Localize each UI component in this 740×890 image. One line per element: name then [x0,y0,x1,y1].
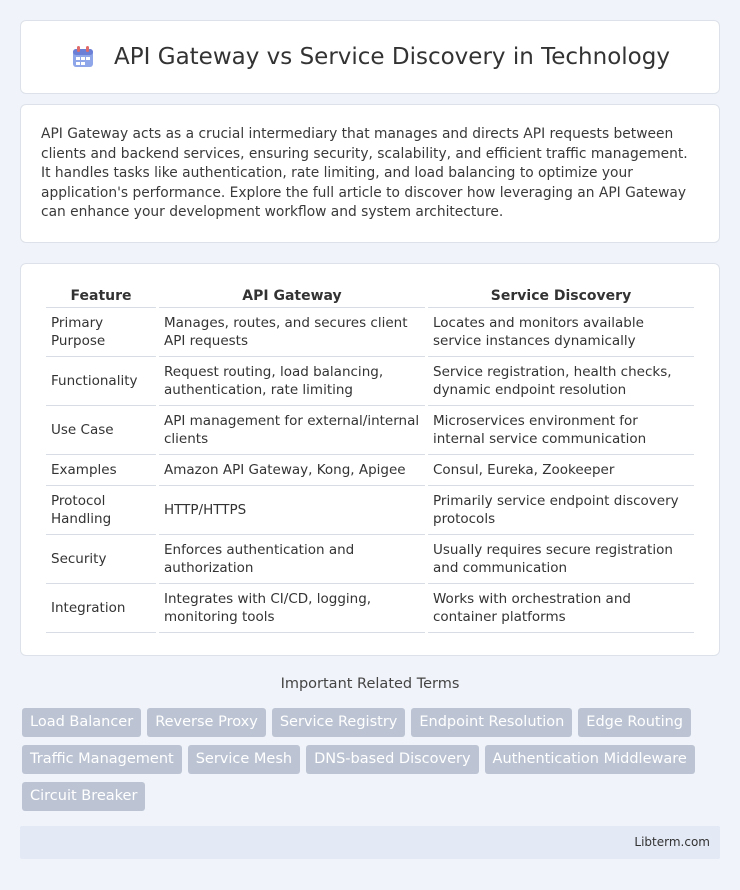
tag-reverse-proxy[interactable]: Reverse Proxy [147,708,266,737]
table-cell-service-discovery: Microservices environment for internal service communication [428,406,694,455]
page-title: API Gateway vs Service Discovery in Technology [114,44,670,70]
related-terms-title: Important Related Terms [280,676,460,692]
table-cell-feature: Examples [46,455,156,486]
table-cell-service-discovery: Usually requires secure registration and communication [428,535,694,584]
tag-circuit-breaker[interactable]: Circuit Breaker [22,782,145,811]
footer [20,826,720,859]
table-cell-service-discovery: Consul, Eureka, Zookeeper [428,455,694,486]
table-cell-feature: Protocol Handling [46,486,156,535]
column-header-feature: Feature [46,284,156,308]
table-cell-feature: Security [46,535,156,584]
table-row [46,406,694,455]
intro-text: API Gateway acts as a crucial intermediary that manages and directs API requests between clients and backend services, ensuring security, scalability, and efficient traffic management. It handles tasks like authentication, rate limiting, and load balancing to optimize your application's performance. Explore the full article to discover how leveraging an API Gateway can enhance your development workflow and system architecture. [41,126,688,220]
table-cell-service-discovery: Service registration, health checks, dynamic endpoint resolution [428,357,694,406]
table-cell-api-gateway: API management for external/internal clients [159,406,425,455]
comparison-table [43,284,697,633]
tag-traffic-management[interactable]: Traffic Management [22,745,182,774]
table-cell-feature: Primary Purpose [46,308,156,357]
table-cell-api-gateway: Request routing, load balancing, authentication, rate limiting [159,357,425,406]
page-header [20,20,720,94]
table-cell-feature: Integration [46,584,156,633]
tag-load-balancer[interactable]: Load Balancer [22,708,141,737]
comparison-table-card [20,263,720,656]
table-cell-api-gateway: Integrates with CI/CD, logging, monitoring tools [159,584,425,633]
footer-site-link[interactable]: Libterm.com [634,835,710,849]
table-cell-api-gateway: Amazon API Gateway, Kong, Apigee [159,455,425,486]
intro-section [20,104,720,243]
tag-service-registry[interactable]: Service Registry [272,708,406,737]
table-cell-service-discovery: Primarily service endpoint discovery protocols [428,486,694,535]
tag-dns-based-discovery[interactable]: DNS-based Discovery [306,745,478,774]
table-cell-feature: Use Case [46,406,156,455]
tag-edge-routing[interactable]: Edge Routing [578,708,691,737]
table-cell-service-discovery: Locates and monitors available service instances dynamically [428,308,694,357]
column-header-service-discovery: Service Discovery [428,284,694,308]
table-header-row [46,284,694,308]
related-terms-list [22,708,722,819]
calendar-icon [70,44,96,70]
table-row [46,535,694,584]
table-cell-api-gateway: Manages, routes, and secures client API requests [159,308,425,357]
table-cell-service-discovery: Works with orchestration and container platforms [428,584,694,633]
tag-endpoint-resolution[interactable]: Endpoint Resolution [411,708,572,737]
table-cell-api-gateway: Enforces authentication and authorization [159,535,425,584]
table-row [46,455,694,486]
table-row [46,486,694,535]
tag-service-mesh[interactable]: Service Mesh [188,745,300,774]
table-cell-api-gateway: HTTP/HTTPS [159,486,425,535]
table-cell-feature: Functionality [46,357,156,406]
table-row [46,308,694,357]
tag-authentication-middleware[interactable]: Authentication Middleware [485,745,695,774]
table-row [46,357,694,406]
table-row [46,584,694,633]
column-header-api-gateway: API Gateway [159,284,425,308]
